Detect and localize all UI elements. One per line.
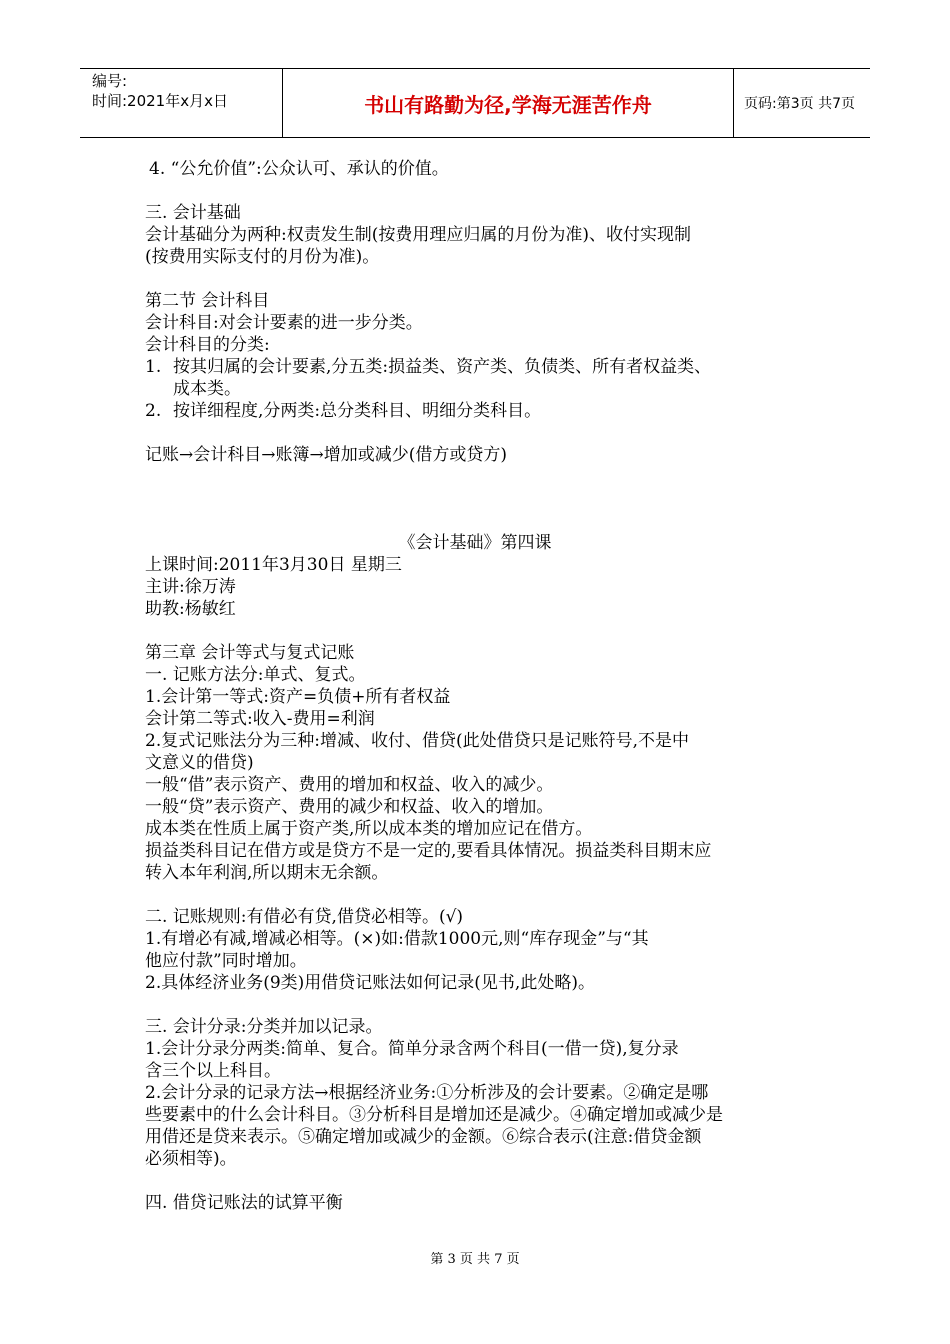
text-line: 一. 记账方法分:单式、复式。 bbox=[145, 665, 366, 685]
text-line: 会计第二等式:收入-费用=利润 bbox=[145, 709, 375, 729]
text-line: 用借还是贷来表示。⑤确定增加或减少的金额。⑥综合表示(注意:借贷金额 bbox=[145, 1127, 702, 1147]
text-line: 会计科目的分类: bbox=[145, 335, 270, 355]
text-line: 他应付款”同时增加。 bbox=[145, 951, 307, 971]
list-text: 按详细程度,分两类:总分类科目、明细分类科目。 bbox=[173, 401, 542, 421]
chapter-heading: 第三章 会计等式与复式记账 bbox=[145, 643, 355, 663]
page-footer: 第 3 页 共 7 页 bbox=[430, 1252, 520, 1267]
header-left bbox=[80, 69, 282, 137]
list-number: 1. bbox=[145, 357, 162, 377]
header-motto: 书山有路勤为径,学海无涯苦作舟 bbox=[282, 69, 734, 137]
list-item bbox=[145, 400, 805, 422]
list-text: 按其归属的会计要素,分五类:损益类、资产类、负债类、所有者权益类、 bbox=[173, 357, 712, 377]
text-line: (按费用实际支付的月份为准)。 bbox=[145, 247, 380, 267]
text-line: 一般“贷”表示资产、费用的减少和权益、收入的增加。 bbox=[145, 797, 554, 817]
section-heading: 二. 记账规则:有借必有贷,借贷必相等。(√) bbox=[145, 907, 464, 927]
text-line: 些要素中的什么会计科目。③分析科目是增加还是减少。④确定增加或减少是 bbox=[145, 1105, 723, 1125]
text-line: 1.会计第一等式:资产=负债+所有者权益 bbox=[145, 687, 451, 707]
text-line: 记账→会计科目→账簿→增加或减少(借方或贷方) bbox=[145, 445, 507, 465]
text-line: 助教:杨敏红 bbox=[145, 599, 236, 619]
section-heading: 第二节 会计科目 bbox=[145, 291, 270, 311]
list-text-continued: 成本类。 bbox=[173, 379, 241, 399]
text-line: 会计科目:对会计要素的进一步分类。 bbox=[145, 313, 423, 333]
text-line: 转入本年利润,所以期末无余额。 bbox=[145, 863, 389, 883]
text-line: 含三个以上科目。 bbox=[145, 1061, 281, 1081]
page-header bbox=[80, 68, 870, 138]
header-date: 时间:2021年x月x日 bbox=[92, 92, 228, 110]
text-line: 1.有增必有减,增减必相等。(×)如:借款1000元,则“库存现金”与“其 bbox=[145, 929, 649, 949]
text-line: 上课时间:2011年3月30日 星期三 bbox=[145, 555, 402, 575]
lesson-title: 《会计基础》第四课 bbox=[398, 533, 552, 553]
text-line: 2.具体经济业务(9类)用借贷记账法如何记录(见书,此处略)。 bbox=[145, 973, 595, 993]
text-line: 4. “公允价值”:公众认可、承认的价值。 bbox=[149, 159, 449, 179]
section-heading: 四. 借贷记账法的试算平衡 bbox=[145, 1193, 343, 1213]
header-page: 页码:第3页 共7页 bbox=[744, 96, 855, 112]
document-body bbox=[145, 158, 805, 1214]
text-line: 会计基础分为两种:权责发生制(按费用理应归属的月份为准)、收付实现制 bbox=[145, 225, 691, 245]
text-line: 一般“借”表示资产、费用的增加和权益、收入的减少。 bbox=[145, 775, 554, 795]
text-line: 文意义的借贷) bbox=[145, 753, 254, 773]
text-line: 1.会计分录分两类:简单、复合。简单分录含两个科目(一借一贷),复分录 bbox=[145, 1039, 679, 1059]
header-code: 编号: bbox=[92, 72, 128, 90]
section-heading: 三. 会计分录:分类并加以记录。 bbox=[145, 1017, 383, 1037]
text-line: 成本类在性质上属于资产类,所以成本类的增加应记在借方。 bbox=[145, 819, 593, 839]
text-line: 主讲:徐万涛 bbox=[145, 577, 236, 597]
text-line: 2.复式记账法分为三种:增减、收付、借贷(此处借贷只是记账符号,不是中 bbox=[145, 731, 689, 751]
text-line: 2.会计分录的记录方法→根据经济业务:①分析涉及的会计要素。②确定是哪 bbox=[145, 1083, 709, 1103]
text-line: 必须相等)。 bbox=[145, 1149, 237, 1169]
text-line: 损益类科目记在借方或是贷方不是一定的,要看具体情况。损益类科目期末应 bbox=[145, 841, 712, 861]
list-number: 2. bbox=[145, 401, 162, 421]
section-heading: 三. 会计基础 bbox=[145, 203, 241, 223]
list-item bbox=[145, 356, 805, 378]
